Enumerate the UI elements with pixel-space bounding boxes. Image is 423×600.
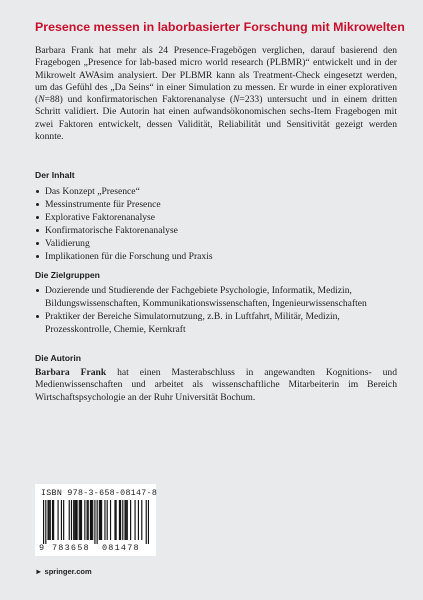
book-title: Presence messen in laborbasierter Forschung mit Mikrowelten [35,20,405,34]
barcode-bar [74,500,75,540]
barcode-bar [71,500,72,540]
barcode-bar [76,500,77,540]
barcode-bar [127,500,128,540]
list-item: Dozierende und Studierende der Fachgebiete Psychologie, Informatik, Medizin, Bildungswissenschaften, Kommunikationswissenschaften, Ingenieurwissenschaften [35,284,397,310]
barcode-bar [43,500,44,544]
barcode-bar [61,500,62,540]
arrow-icon: ► [35,567,43,576]
barcode-bar [73,500,74,540]
list-item: Validierung [35,237,397,250]
barcode-bar [81,500,82,540]
list-item: Konfirmatorische Faktorenanalyse [35,224,397,237]
barcode-bar [92,500,93,540]
publisher-link[interactable] [35,567,92,576]
barcode-digits-right: 081478 [102,543,140,553]
barcode-bar [134,500,135,540]
barcode-bar [45,500,46,544]
barcode-bar [107,500,108,540]
barcode-bar [75,500,76,540]
list-item: Das Konzept „Presence“ [35,185,397,198]
barcode-bar [116,500,117,540]
barcode-bar [120,500,121,540]
barcode-bar [80,500,81,540]
inhalt-list [35,185,397,263]
intro-text-1: Barbara Frank hat mehr als 24 Presence-Fragebögen verglichen, darauf basierend den Fragebogen „Presence for lab-based micro world research (PLBMR)“ entwickelt und in der Mikrowelt AWAsim analysiert. Der PLBMR kann als Treatment-Check eingesetzt werden, um das Gefühl des „Da Seins“ in einer Simulation zu messen. Er wurde in einer explorativen ( [35,45,397,106]
barcode-bar [138,500,139,540]
barcode [35,484,156,556]
barcode-bar [126,500,127,540]
barcode-bar [69,500,70,540]
list-item: Implikationen für die Forschung und Praxis [35,250,397,263]
barcode-bar [99,500,100,540]
barcode-bar [53,500,54,540]
author-bio [35,367,397,404]
barcode-bar [49,500,50,540]
barcode-bar [63,500,64,540]
author-name: Barbara Frank [35,367,107,378]
barcode-bar [114,500,115,540]
author-bio-text: hat einen Masterabschluss in angewandten Kognitions- und Medienwissenschaften und arbeitet als wissenschaftliche Mitarbeiterin im Bereich Wirtschaftspsychologie an der Ruhr Universität Bochum. [35,367,397,403]
barcode-bar [58,500,59,540]
barcode-bar [47,500,48,540]
barcode-bar [84,500,85,540]
zielgruppen-heading: Die Zielgruppen [35,270,100,280]
barcode-bar [119,500,120,540]
barcode-bar [87,500,88,540]
barcode-bar [110,500,111,540]
barcode-bar [79,500,80,540]
inhalt-heading: Der Inhalt [35,170,75,180]
barcode-bar [141,500,142,540]
barcode-bar [146,500,147,544]
sample-size-variable-2: N [233,94,240,106]
publisher-site: springer.com [44,567,92,576]
barcode-bar [101,500,102,540]
barcode-bar [148,500,149,544]
intro-text-2: =88) und konfirmatorischen Faktorenanalyse ( [44,94,234,106]
sample-size-variable-1: N [38,94,45,106]
barcode-bar [94,500,95,544]
barcode-bar [104,500,105,540]
list-item: Praktiker der Bereiche Simulatornutzung, z.B. in Luftfahrt, Militär, Medizin, Prozesskontrolle, Chemie, Kernkraft [35,310,397,336]
barcode-bar [124,500,125,540]
barcode-bar [130,500,131,540]
intro-paragraph [35,45,397,143]
intro-text-3: =233) untersucht und in einem dritten Schritt validiert. Die Autorin hat einen aufwandsökonomischen sechs-Item Fragebogen mit zwei Faktoren entwickelt, dessen Validität, Reliabilität und Sensitivität gezeigt werden konnte. [35,94,397,143]
barcode-bar [50,500,51,540]
barcode-bar [90,500,91,540]
barcode-bar [122,500,123,540]
barcode-digits-left: 783658 [52,543,90,553]
barcode-bar [97,500,98,544]
barcode-bar [91,500,92,540]
barcode-digit-first: 9 [39,543,45,553]
autorin-heading: Die Autorin [35,353,81,363]
list-item: Explorative Faktorenanalyse [35,211,397,224]
barcode-bars-icon [43,500,149,544]
zielgruppen-list [35,284,397,336]
barcode-bar [88,500,89,540]
barcode-bar [52,500,53,540]
list-item: Messinstrumente für Presence [35,198,397,211]
isbn-label: ISBN 978-3-658-08147-8 [41,489,158,498]
barcode-bar [100,500,101,540]
